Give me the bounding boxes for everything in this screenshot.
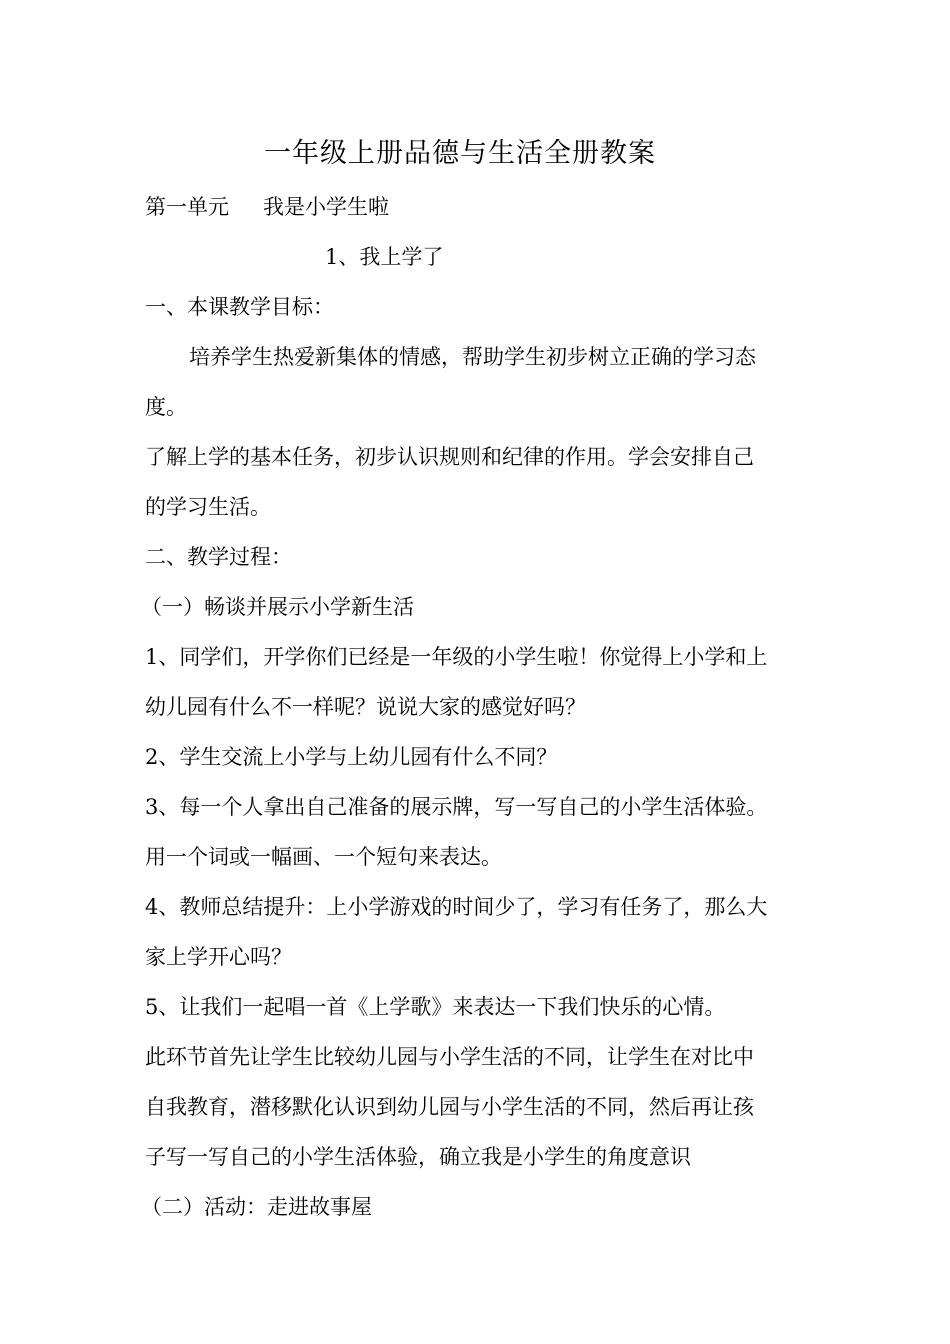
section1-line: 自我教育，潜移默化认识到幼儿园与小学生活的不同，然后再让孩 bbox=[145, 1095, 754, 1119]
section1-line: 4、教师总结提升：上小学游戏的时间少了，学习有任务了，那么大 bbox=[145, 895, 768, 919]
document-title: 一年级上册品德与生活全册教案 bbox=[264, 138, 656, 169]
section1-heading: （一）畅谈并展示小学新生活 bbox=[141, 595, 414, 619]
section1-line: 5、让我们一起唱一首《上学歌》来表达一下我们快乐的心情。 bbox=[145, 995, 726, 1019]
section1-line: 2、学生交流上小学与上幼儿园有什么不同？ bbox=[145, 745, 558, 769]
section1-line: 用一个词或一幅画、一个短句来表达。 bbox=[145, 845, 502, 869]
goals-line: 了解上学的基本任务，初步认识规则和纪律的作用。学会安排自己 bbox=[145, 445, 754, 469]
section1-line: 1、同学们，开学你们已经是一年级的小学生啦！你觉得上小学和上 bbox=[145, 645, 768, 669]
unit-heading bbox=[145, 182, 810, 232]
goals-line: 的学习生活。 bbox=[145, 495, 271, 519]
lesson-title: 1、我上学了 bbox=[325, 245, 444, 269]
section1-line: 3、每一个人拿出自己准备的展示牌，写一写自己的小学生活体验。 bbox=[145, 795, 768, 819]
goals-line: 培养学生热爱新集体的情感，帮助学生初步树立正确的学习态 bbox=[189, 345, 756, 369]
goals-line: 度。 bbox=[145, 395, 187, 419]
unit-label: 第一单元 bbox=[145, 195, 229, 219]
section1-line: 此环节首先让学生比较幼儿园与小学生活的不同，让学生在对比中 bbox=[145, 1045, 754, 1069]
section2-heading: （二）活动：走进故事屋 bbox=[141, 1195, 372, 1219]
document-body bbox=[141, 132, 810, 1232]
unit-name: 我是小学生啦 bbox=[263, 195, 389, 219]
process-heading: 二、教学过程： bbox=[145, 545, 292, 569]
section1-line: 子写一写自己的小学生活体验，确立我是小学生的角度意识 bbox=[145, 1145, 691, 1169]
section1-line: 家上学开心吗？ bbox=[145, 945, 292, 969]
goals-heading: 一、本课教学目标： bbox=[145, 295, 334, 319]
section1-line: 幼儿园有什么不一样呢？说说大家的感觉好吗？ bbox=[145, 695, 586, 719]
